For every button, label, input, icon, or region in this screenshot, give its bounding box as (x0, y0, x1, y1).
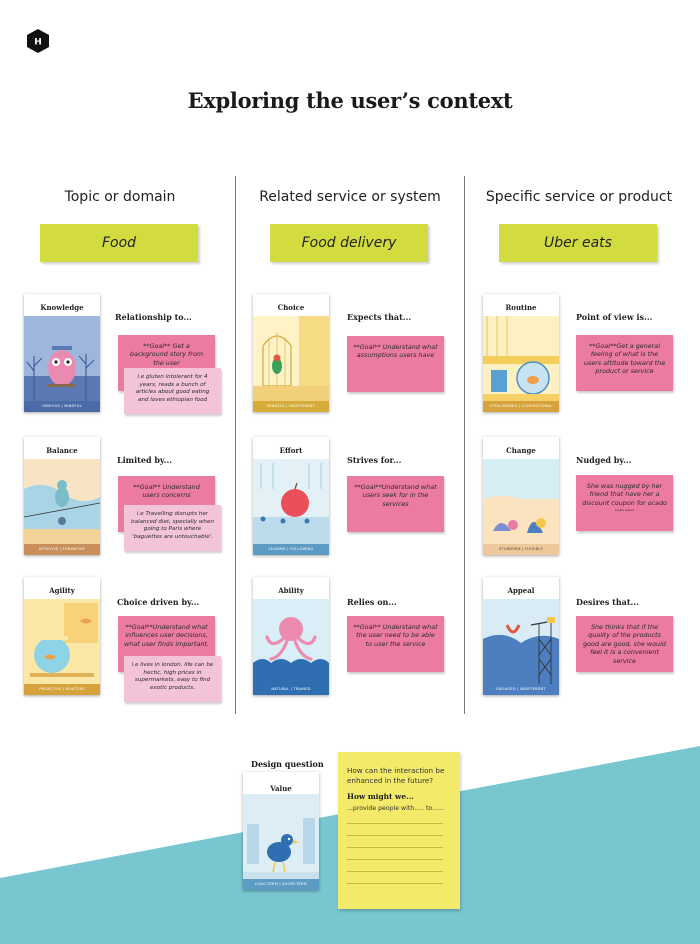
card-footer: INTUITIVE | FORMATIVE (24, 544, 100, 555)
octopus-illustration (253, 599, 329, 695)
detail-note: i.e Travelling disrupts her balanced diet, specially when going to Paris where 'baguettes are untouchable'. (124, 505, 221, 551)
goal-note: **Goal** Understand what assumptions users have (347, 336, 444, 392)
goal-note (576, 475, 673, 531)
goal-note: **Goal**Understand what influences user decisions, what user finds important. (118, 616, 215, 672)
card-title: Effort (279, 446, 303, 455)
apple-illustration (253, 459, 329, 555)
card-footer: LEADING | FOLLOWING (253, 544, 329, 555)
card-balance (24, 437, 100, 555)
note-text: She was nugged by her friend that have her a discount coupon for ocado (582, 482, 667, 507)
goal-note: **Goal** Get a background story from the user (118, 335, 215, 391)
card-appeal (483, 577, 559, 695)
card-change (483, 437, 559, 555)
card-effort (253, 437, 329, 555)
page-title: Exploring the user’s context (187, 88, 513, 113)
label-expects-that: Expects that... (347, 312, 412, 322)
design-question-label: Design question (251, 759, 324, 769)
card-title: Appeal (507, 586, 535, 595)
goal-note: She thinks that if the quality of the products good are good, she would feel it is a convenient service (576, 616, 673, 672)
card-footer: ENGAGED | INDIFFERENT (483, 684, 559, 695)
banner-uber-eats: Uber eats (499, 224, 657, 262)
card-footer: PROACTIVE | REACTIVE (24, 684, 100, 695)
writing-line (347, 835, 443, 836)
card-agility (24, 577, 100, 695)
card-title: Agility (49, 586, 75, 595)
label-nudged-by: Nudged by... (576, 455, 632, 465)
bird-value-illustration (243, 794, 319, 890)
hermit-crab-illustration (483, 459, 559, 555)
label-strives-for: Strives for... (347, 455, 402, 465)
hexagon-logo-icon (24, 27, 52, 55)
card-value (243, 772, 319, 890)
label-point-of-view: Point of view is... (576, 312, 653, 322)
column-divider (464, 176, 465, 714)
label-desires-that: Desires that... (576, 597, 639, 607)
detail-note: i.e lives in london, life can be hectic, high prices in supermarkets, easy to find exotic products. (124, 656, 221, 702)
writing-line (347, 859, 443, 860)
banner-food-delivery: Food delivery (270, 224, 428, 262)
card-title: Routine (505, 303, 537, 312)
goal-note: **Goal** Understand users concerns (118, 476, 215, 532)
card-choice (253, 294, 329, 412)
label-limited-by: Limited by... (117, 455, 173, 465)
card-footer: STUBBORN | FLEXIBLE (483, 544, 559, 555)
hamster-wheel-illustration (483, 316, 559, 412)
card-title: Change (506, 446, 536, 455)
goal-note: **Goal**Understand what users seek for in the services (347, 476, 444, 532)
banner-food: Food (40, 224, 198, 262)
how-might-we-heading: How might we... (347, 792, 414, 801)
owl-illustration (24, 316, 100, 412)
card-title: Choice (277, 303, 305, 312)
card-title: Balance (46, 446, 78, 455)
svg-text:H: H (34, 37, 42, 48)
card-footer: OBVIOUS | MINDFUL (24, 401, 100, 412)
writing-line (347, 883, 443, 884)
writing-line (347, 823, 443, 824)
writing-line (347, 871, 443, 872)
label-relationship: Relationship to... (115, 312, 192, 322)
fishbowl-illustration (24, 599, 100, 695)
card-footer: NATURAL | TRAINED (253, 684, 329, 695)
design-question-note (338, 752, 460, 909)
label-choice-driven: Choice driven by... (117, 597, 200, 607)
label-relies-on: Relies on... (347, 597, 397, 607)
card-ability (253, 577, 329, 695)
balance-illustration (24, 459, 100, 555)
goal-note: **Goal**Get a general feeling of what is the users attitude toward the product or service (576, 335, 673, 391)
card-footer: MINDFUL | INDIFFERENT (253, 401, 329, 412)
how-might-we-prompt: ...provide people with..... to...... (347, 805, 444, 812)
card-title: Value (270, 784, 292, 793)
note-small-text: Lorem ipsum (614, 508, 635, 513)
design-question-text: How can the interaction be enhanced in the future? (347, 766, 445, 785)
card-footer: LONG-TERM | SHORT-TERM (243, 879, 319, 890)
card-title: Ability (278, 586, 304, 595)
column-heading-specific-service: Specific service or product (485, 189, 673, 205)
card-routine (483, 294, 559, 412)
card-footer: OPEN-MINDED | CONVENTIONAL (483, 401, 559, 412)
card-title: Knowledge (40, 303, 84, 312)
column-heading-topic: Topic or domain (64, 189, 176, 205)
birdcage-illustration (253, 316, 329, 412)
card-knowledge (24, 294, 100, 412)
detail-note: i.e gluten intolerant for 4 years, reads a bunch of articles about good eating and loves ethiopian food (124, 368, 221, 414)
magnet-tower-illustration (483, 599, 559, 695)
column-divider (235, 176, 236, 714)
goal-note: **Goal** Understand what the user need to be able to user the service (347, 616, 444, 672)
writing-line (347, 847, 443, 848)
column-heading-related-service: Related service or system (259, 189, 441, 205)
